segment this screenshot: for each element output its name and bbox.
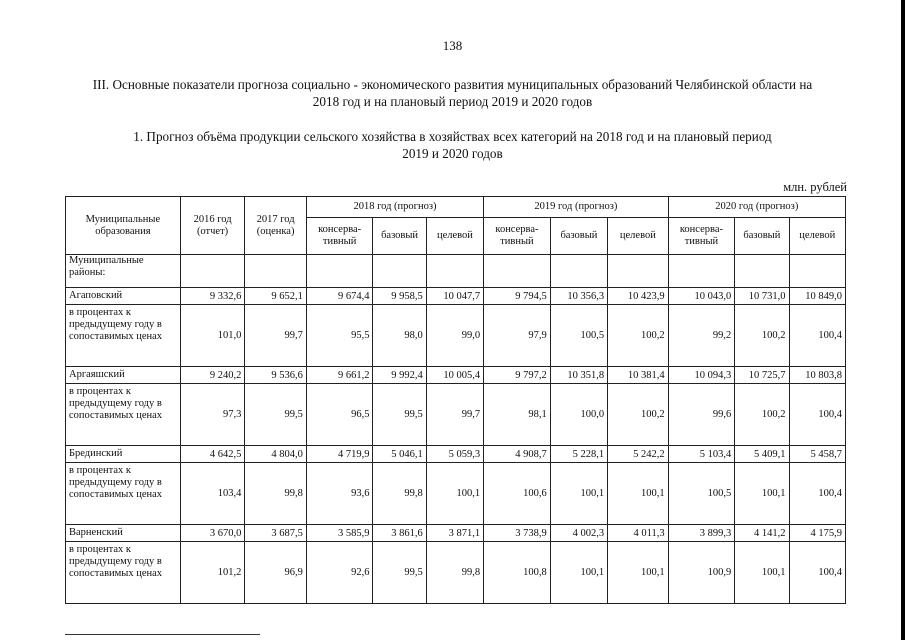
scan-edge <box>901 0 905 640</box>
value-cell: 10 047,7 <box>426 288 483 305</box>
percent-cell: 99,5 <box>373 384 426 446</box>
header-2019-base: базовый <box>550 218 607 255</box>
percent-cell: 99,8 <box>245 463 306 525</box>
page-number: 138 <box>442 38 463 53</box>
district-row <box>66 525 846 542</box>
value-cell: 10 356,3 <box>550 288 607 305</box>
header-2020-target: целевой <box>789 218 845 255</box>
value-cell: 4 141,2 <box>735 525 789 542</box>
percent-cell: 100,1 <box>608 542 668 604</box>
table-body <box>66 255 846 604</box>
value-cell: 9 794,5 <box>484 288 551 305</box>
district-name: Агаповский <box>66 288 181 305</box>
value-cell: 9 332,6 <box>180 288 245 305</box>
percent-cell: 100,4 <box>789 384 845 446</box>
value-cell: 10 803,8 <box>789 367 845 384</box>
percent-cell: 97,3 <box>180 384 245 446</box>
empty-cell <box>245 255 306 288</box>
value-cell: 3 738,9 <box>484 525 551 542</box>
value-cell: 9 797,2 <box>484 367 551 384</box>
percent-cell: 100,2 <box>608 305 668 367</box>
value-cell: 5 059,3 <box>426 446 483 463</box>
value-cell: 9 536,6 <box>245 367 306 384</box>
empty-cell <box>735 255 789 288</box>
empty-cell <box>306 255 373 288</box>
district-name: Аргаяшский <box>66 367 181 384</box>
percent-cell: 93,6 <box>306 463 373 525</box>
percent-cell: 96,9 <box>245 542 306 604</box>
header-2019: 2019 год (прогноз) <box>484 197 668 218</box>
percent-cell: 103,4 <box>180 463 245 525</box>
percent-cell: 100,5 <box>550 305 607 367</box>
percent-cell: 100,1 <box>426 463 483 525</box>
percent-label: в процентах к предыдущему году в сопоставимых ценах <box>66 384 181 446</box>
empty-cell <box>180 255 245 288</box>
percent-cell: 100,2 <box>735 305 789 367</box>
value-cell: 3 670,0 <box>180 525 245 542</box>
percent-cell: 99,2 <box>668 305 735 367</box>
value-cell: 9 992,4 <box>373 367 426 384</box>
value-cell: 4 175,9 <box>789 525 845 542</box>
units-label: млн. рублей <box>783 180 847 194</box>
percent-cell: 100,1 <box>550 542 607 604</box>
percent-cell: 97,9 <box>484 305 551 367</box>
percent-cell: 99,8 <box>373 463 426 525</box>
percent-label: в процентах к предыдущему году в сопоставимых ценах <box>66 542 181 604</box>
header-2018: 2018 год (прогноз) <box>306 197 483 218</box>
value-cell: 3 899,3 <box>668 525 735 542</box>
value-cell: 9 674,4 <box>306 288 373 305</box>
value-cell: 5 228,1 <box>550 446 607 463</box>
percent-cell: 100,2 <box>608 384 668 446</box>
percent-cell: 95,5 <box>306 305 373 367</box>
header-2020-base: базовый <box>735 218 789 255</box>
value-cell: 5 046,1 <box>373 446 426 463</box>
value-cell: 10 005,4 <box>426 367 483 384</box>
value-cell: 4 804,0 <box>245 446 306 463</box>
empty-cell <box>373 255 426 288</box>
value-cell: 5 242,2 <box>608 446 668 463</box>
value-cell: 10 849,0 <box>789 288 845 305</box>
header-2020: 2020 год (прогноз) <box>668 197 845 218</box>
footnote-divider <box>65 634 260 635</box>
percent-cell: 99,5 <box>373 542 426 604</box>
percent-row <box>66 384 846 446</box>
value-cell: 5 458,7 <box>789 446 845 463</box>
percent-cell: 99,6 <box>668 384 735 446</box>
value-cell: 9 661,2 <box>306 367 373 384</box>
value-cell: 9 652,1 <box>245 288 306 305</box>
percent-row <box>66 305 846 367</box>
value-cell: 10 423,9 <box>608 288 668 305</box>
value-cell: 4 719,9 <box>306 446 373 463</box>
percent-cell: 100,2 <box>735 384 789 446</box>
district-name: Брединский <box>66 446 181 463</box>
district-row <box>66 288 846 305</box>
value-cell: 9 240,2 <box>180 367 245 384</box>
percent-cell: 99,5 <box>245 384 306 446</box>
percent-cell: 100,8 <box>484 542 551 604</box>
value-cell: 5 409,1 <box>735 446 789 463</box>
percent-cell: 100,9 <box>668 542 735 604</box>
percent-cell: 99,7 <box>245 305 306 367</box>
empty-cell <box>789 255 845 288</box>
empty-cell <box>608 255 668 288</box>
value-cell: 10 094,3 <box>668 367 735 384</box>
value-cell: 10 381,4 <box>608 367 668 384</box>
district-row <box>66 446 846 463</box>
district-name: Варненский <box>66 525 181 542</box>
percent-cell: 99,8 <box>426 542 483 604</box>
value-cell: 3 861,6 <box>373 525 426 542</box>
percent-cell: 100,4 <box>789 463 845 525</box>
value-cell: 4 002,3 <box>550 525 607 542</box>
header-2018-target: целевой <box>426 218 483 255</box>
percent-cell: 92,6 <box>306 542 373 604</box>
percent-cell: 100,6 <box>484 463 551 525</box>
percent-cell: 96,5 <box>306 384 373 446</box>
agriculture-forecast-table <box>65 196 846 604</box>
value-cell: 4 011,3 <box>608 525 668 542</box>
percent-cell: 101,0 <box>180 305 245 367</box>
percent-cell: 100,1 <box>735 542 789 604</box>
header-2017: 2017 год (оценка) <box>245 197 306 255</box>
value-cell: 3 871,1 <box>426 525 483 542</box>
empty-cell <box>484 255 551 288</box>
header-2016: 2016 год (отчет) <box>180 197 245 255</box>
group-row <box>66 255 846 288</box>
value-cell: 5 103,4 <box>668 446 735 463</box>
value-cell: 10 725,7 <box>735 367 789 384</box>
percent-label: в процентах к предыдущему году в сопоставимых ценах <box>66 305 181 367</box>
value-cell: 10 351,8 <box>550 367 607 384</box>
header-2020-conservative: консерва-тивный <box>668 218 735 255</box>
percent-cell: 100,0 <box>550 384 607 446</box>
value-cell: 10 731,0 <box>735 288 789 305</box>
group-label: Муниципальные районы: <box>66 255 181 288</box>
value-cell: 9 958,5 <box>373 288 426 305</box>
value-cell: 3 687,5 <box>245 525 306 542</box>
percent-cell: 100,4 <box>789 305 845 367</box>
percent-cell: 98,0 <box>373 305 426 367</box>
empty-cell <box>668 255 735 288</box>
percent-cell: 98,1 <box>484 384 551 446</box>
value-cell: 3 585,9 <box>306 525 373 542</box>
value-cell: 4 642,5 <box>180 446 245 463</box>
empty-cell <box>426 255 483 288</box>
percent-row <box>66 463 846 525</box>
district-row <box>66 367 846 384</box>
percent-cell: 100,4 <box>789 542 845 604</box>
header-municipality: Муниципальные образования <box>66 197 181 255</box>
percent-cell: 100,1 <box>608 463 668 525</box>
percent-cell: 99,7 <box>426 384 483 446</box>
header-2019-conservative: консерва-тивный <box>484 218 551 255</box>
header-2019-target: целевой <box>608 218 668 255</box>
table-title: 1. Прогноз объёма продукции сельского хозяйства в хозяйствах всех категорий на 2018 год и на плановый период 2019 и 2020 годов <box>133 129 772 161</box>
section-heading: III. Основные показатели прогноза социально - экономического развития муниципальных образований Челябинской области на 2018 год и на плановый период 2019 и 2020 годов <box>92 77 813 109</box>
value-cell: 10 043,0 <box>668 288 735 305</box>
percent-row <box>66 542 846 604</box>
empty-cell <box>550 255 607 288</box>
percent-cell: 100,1 <box>550 463 607 525</box>
percent-cell: 100,1 <box>735 463 789 525</box>
header-2018-conservative: консерва-тивный <box>306 218 373 255</box>
percent-label: в процентах к предыдущему году в сопоставимых ценах <box>66 463 181 525</box>
header-2018-base: базовый <box>373 218 426 255</box>
value-cell: 4 908,7 <box>484 446 551 463</box>
percent-cell: 100,5 <box>668 463 735 525</box>
percent-cell: 99,0 <box>426 305 483 367</box>
percent-cell: 101,2 <box>180 542 245 604</box>
